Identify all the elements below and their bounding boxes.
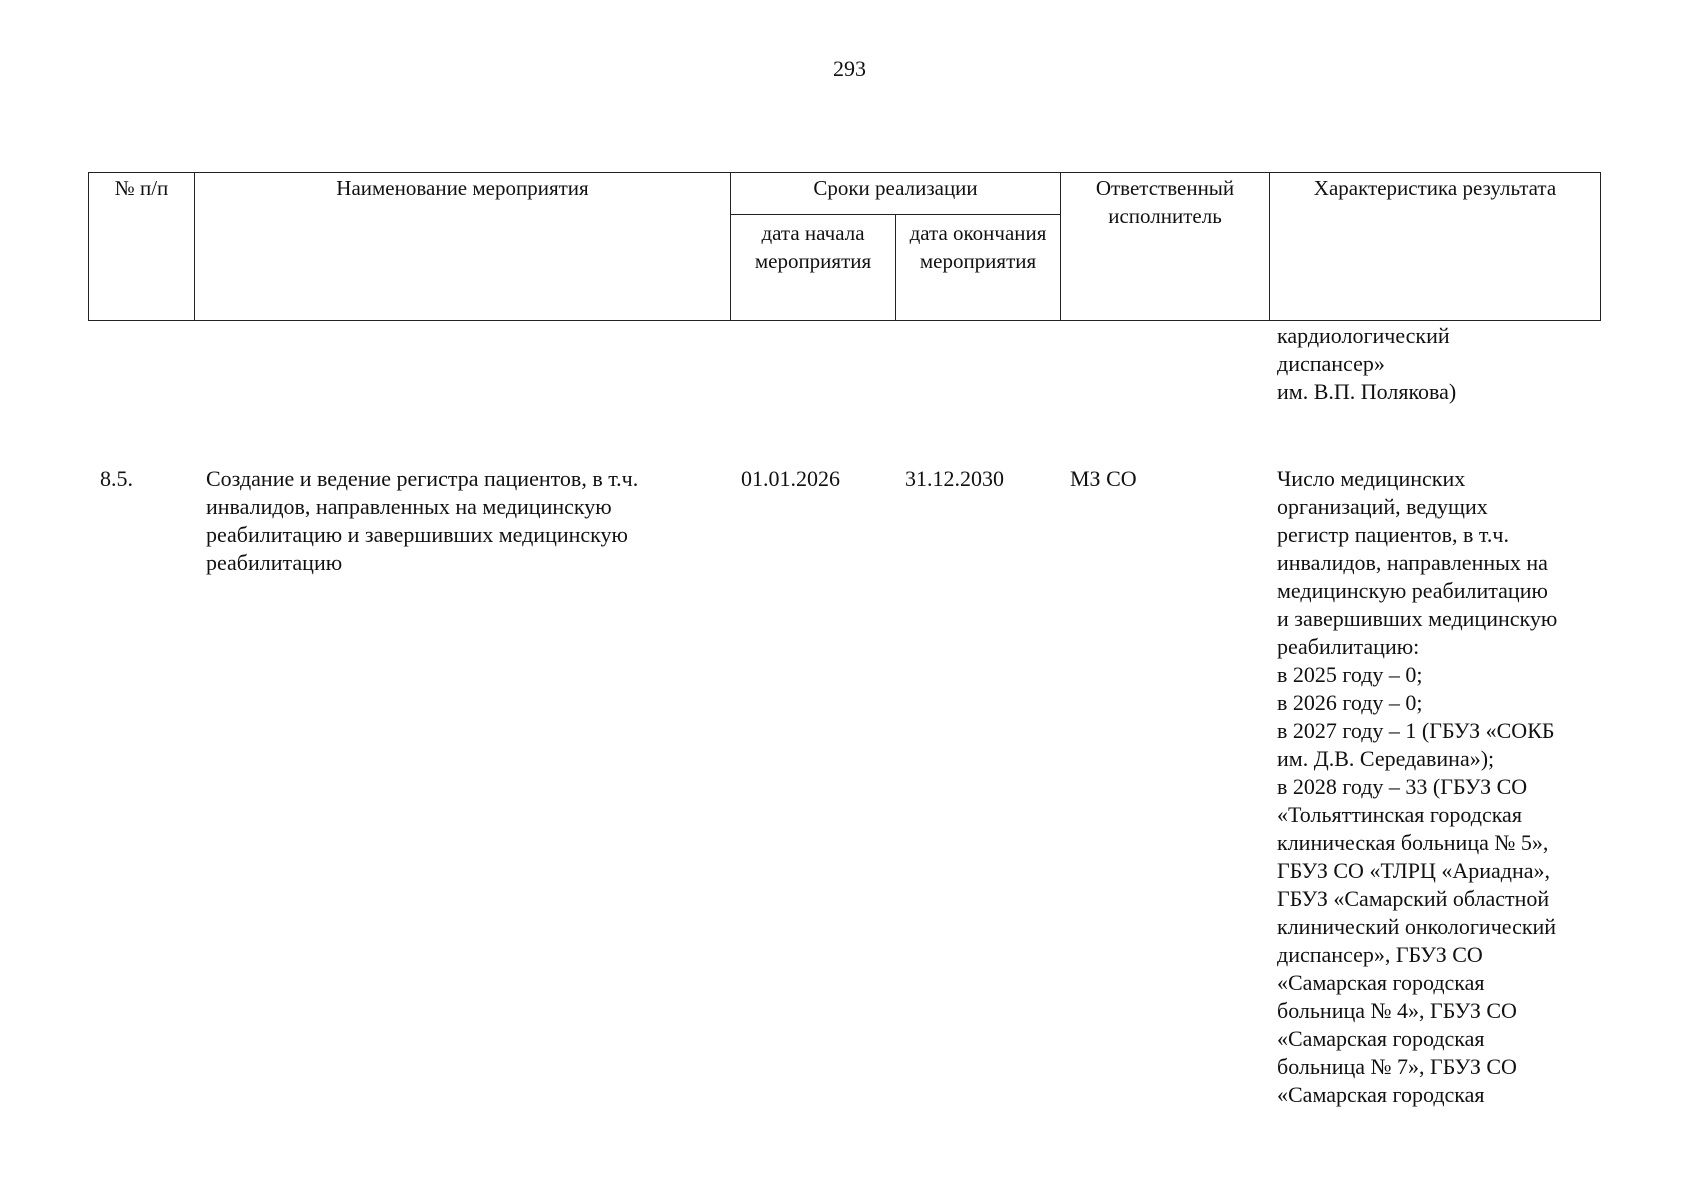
- result-line: «Самарская городская: [1277, 970, 1485, 995]
- result-line: клинический онкологический: [1277, 914, 1557, 939]
- header-name: Наименование мероприятия: [195, 173, 731, 321]
- page-number: 293: [833, 56, 866, 81]
- result-line: в 2025 году – 0;: [1277, 662, 1423, 687]
- result-line: «Тольяттинская городская: [1277, 802, 1522, 827]
- result-line: и завершивших медицинскую: [1277, 606, 1558, 631]
- row-executor: МЗ СО: [1070, 466, 1137, 491]
- result-line: регистр пациентов, в т.ч.: [1277, 522, 1509, 547]
- row-result: [1277, 465, 1557, 1109]
- row-number: 8.5.: [100, 466, 133, 491]
- result-line: медицинскую реабилитацию: [1277, 578, 1548, 603]
- continuation-result: [1277, 322, 1456, 406]
- result-line: диспансер», ГБУЗ СО: [1277, 942, 1483, 967]
- result-line: клиническая больница № 5»,: [1277, 830, 1549, 855]
- result-line: в 2028 году – 33 (ГБУЗ СО: [1277, 774, 1528, 799]
- row-name: Создание и ведение регистра пациентов, в т.ч. инвалидов, направленных на медицинскую реабилитацию и завершивших медицинскую реабилитацию: [206, 466, 639, 575]
- result-line: организаций, ведущих: [1277, 494, 1488, 519]
- table-header: [88, 172, 1601, 321]
- header-start-date: дата начала мероприятия: [731, 215, 896, 321]
- row-end-date: 31.12.2030: [905, 466, 1004, 491]
- result-line: «Самарская городская: [1277, 1026, 1485, 1051]
- result-line: инвалидов, направленных на: [1277, 550, 1548, 575]
- result-line: в 2027 году – 1 (ГБУЗ «СОКБ: [1277, 718, 1555, 743]
- result-line: ГБУЗ СО «ТЛРЦ «Ариадна»,: [1277, 858, 1550, 883]
- row-start-date: 01.01.2026: [741, 466, 840, 491]
- result-line: больница № 4», ГБУЗ СО: [1277, 998, 1517, 1023]
- result-line: Число медицинских: [1277, 466, 1466, 491]
- result-line: ГБУЗ «Самарский областной: [1277, 886, 1550, 911]
- header-number: № п/п: [89, 173, 195, 321]
- continuation-line: кардиологический: [1277, 323, 1450, 348]
- result-line: им. Д.В. Середавина»);: [1277, 746, 1495, 771]
- result-line: в 2026 году – 0;: [1277, 690, 1423, 715]
- header-end-date: дата окончания мероприятия: [896, 215, 1061, 321]
- result-line: «Самарская городская: [1277, 1082, 1485, 1107]
- continuation-line: им. В.П. Полякова): [1277, 379, 1457, 404]
- result-line: реабилитацию:: [1277, 634, 1420, 659]
- result-line: больница № 7», ГБУЗ СО: [1277, 1054, 1517, 1079]
- header-executor: Ответственный исполнитель: [1061, 173, 1270, 321]
- continuation-line: диспансер»: [1277, 351, 1385, 376]
- header-terms: Сроки реализации: [731, 173, 1061, 215]
- header-result: Характеристика результата: [1270, 173, 1601, 321]
